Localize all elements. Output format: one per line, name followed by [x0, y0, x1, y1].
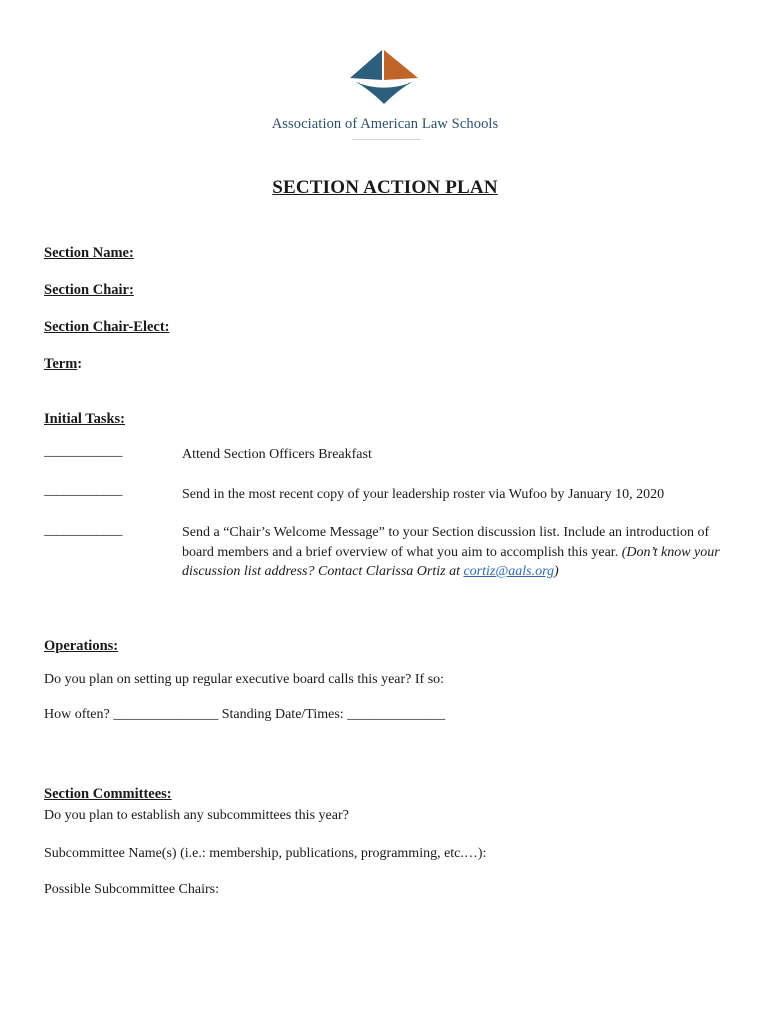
section-chair-elect-label: Section Chair-Elect:: [44, 319, 170, 335]
subcommittee-chairs: Possible Subcommittee Chairs:: [44, 882, 219, 897]
term-label: [44, 356, 82, 373]
initial-tasks-heading: Initial Tasks:: [44, 411, 126, 427]
task-1-text: Attend Section Officers Breakfast: [182, 447, 372, 462]
page-title: SECTION ACTION PLAN: [272, 177, 498, 198]
section-name-label: Section Name:: [44, 245, 134, 261]
subcommittee-names: Subcommittee Name(s) (i.e.: membership, publications, programming, etc.…):: [44, 846, 487, 861]
committees-question: Do you plan to establish any subcommittees this year?: [44, 808, 349, 823]
task-2-blank: ____________: [44, 483, 122, 498]
task-3-text: [182, 523, 742, 582]
task-2-text: Send in the most recent copy of your leadership roster via Wufoo by January 10, 2020: [182, 487, 665, 502]
aals-logo-icon: [346, 48, 422, 106]
section-chair-label: Section Chair:: [44, 282, 134, 298]
org-name: Association of American Law Schools: [271, 116, 499, 132]
committees-heading: Section Committees:: [44, 786, 172, 802]
term-label-text: Term: [44, 356, 78, 372]
task-3-note-prefix: (Don’t know your discussion list address? Contact Clarissa Ortiz at: [182, 544, 720, 579]
task-3-blank: ____________: [44, 523, 122, 538]
operations-frequency: How often? _______________ Standing Date/Times: ______________: [44, 707, 446, 722]
task-3-main: Send a “Chair’s Welcome Message” to your Section discussion list. Include an introduction of board members and a brief overview of what you aim to accomplish this year.: [182, 525, 710, 560]
contact-email-link[interactable]: cortiz@aals.org: [463, 564, 555, 579]
operations-heading: Operations:: [44, 638, 119, 654]
term-label-colon: :: [77, 356, 83, 372]
task-1-blank: ____________: [44, 444, 122, 459]
operations-question: Do you plan on setting up regular executive board calls this year? If so:: [44, 672, 445, 687]
logo-divider: [352, 139, 420, 140]
task-3-note-suffix: ): [554, 564, 559, 579]
